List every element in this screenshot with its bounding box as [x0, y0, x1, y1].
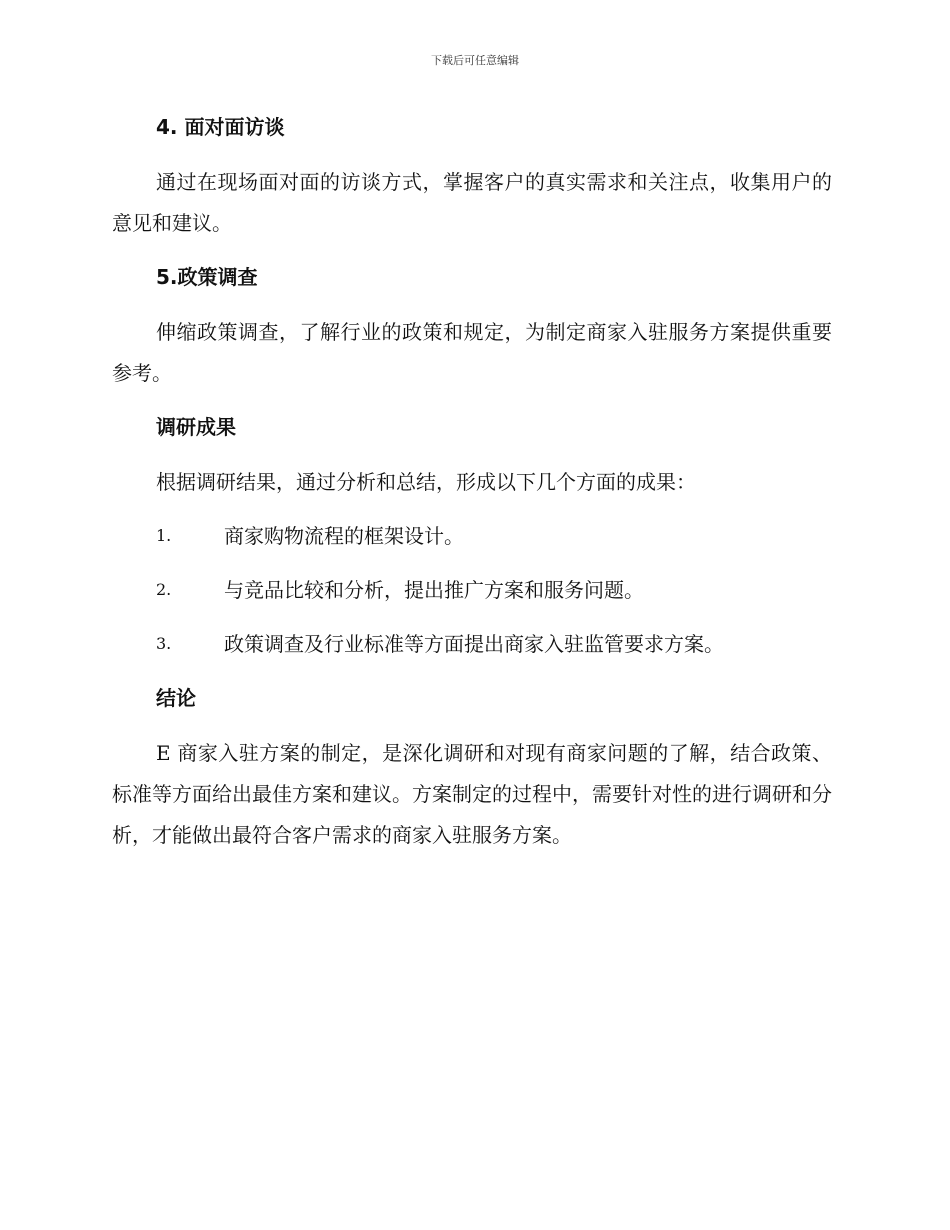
- paragraph-policy: 伸缩政策调查，了解行业的政策和规定，为制定商家入驻服务方案提供重要参考。: [112, 320, 832, 385]
- section-heading-results: 调研成果: [156, 415, 236, 439]
- paragraph-interview: 通过在现场面对面的访谈方式，掌握客户的真实需求和关注点，收集用户的意见和建议。: [112, 170, 832, 235]
- section-heading-interview: 4. 面对面访谈: [156, 115, 285, 139]
- list-item: [112, 571, 832, 609]
- list-text: 政策调查及行业标准等方面提出商家入驻监管要求方案。: [224, 632, 724, 656]
- list-number: 2.: [156, 580, 172, 599]
- list-text: 商家购物流程的框架设计。: [224, 524, 464, 548]
- section-heading-conclusion: 结论: [156, 686, 196, 710]
- list-item: [112, 625, 832, 663]
- section-heading-policy: 5.政策调查: [156, 265, 258, 289]
- page-header: 下载后可任意编辑: [431, 54, 519, 67]
- list-text: 与竞品比较和分析，提出推广方案和服务问题。: [224, 578, 644, 602]
- paragraph-conclusion: E 商家入驻方案的制定，是深化调研和对现有商家问题的了解，结合政策、标准等方面给出最佳方案和建议。方案制定的过程中，需要针对性的进行调研和分析，才能做出最符合客户需求的商家入驻服务方案。: [112, 741, 832, 847]
- list-number: 3.: [156, 634, 172, 653]
- document-body: [112, 108, 832, 870]
- list-number: 1.: [156, 526, 172, 545]
- list-item: [112, 517, 832, 555]
- paragraph-results: 根据调研结果，通过分析和总结，形成以下几个方面的成果：: [156, 470, 696, 494]
